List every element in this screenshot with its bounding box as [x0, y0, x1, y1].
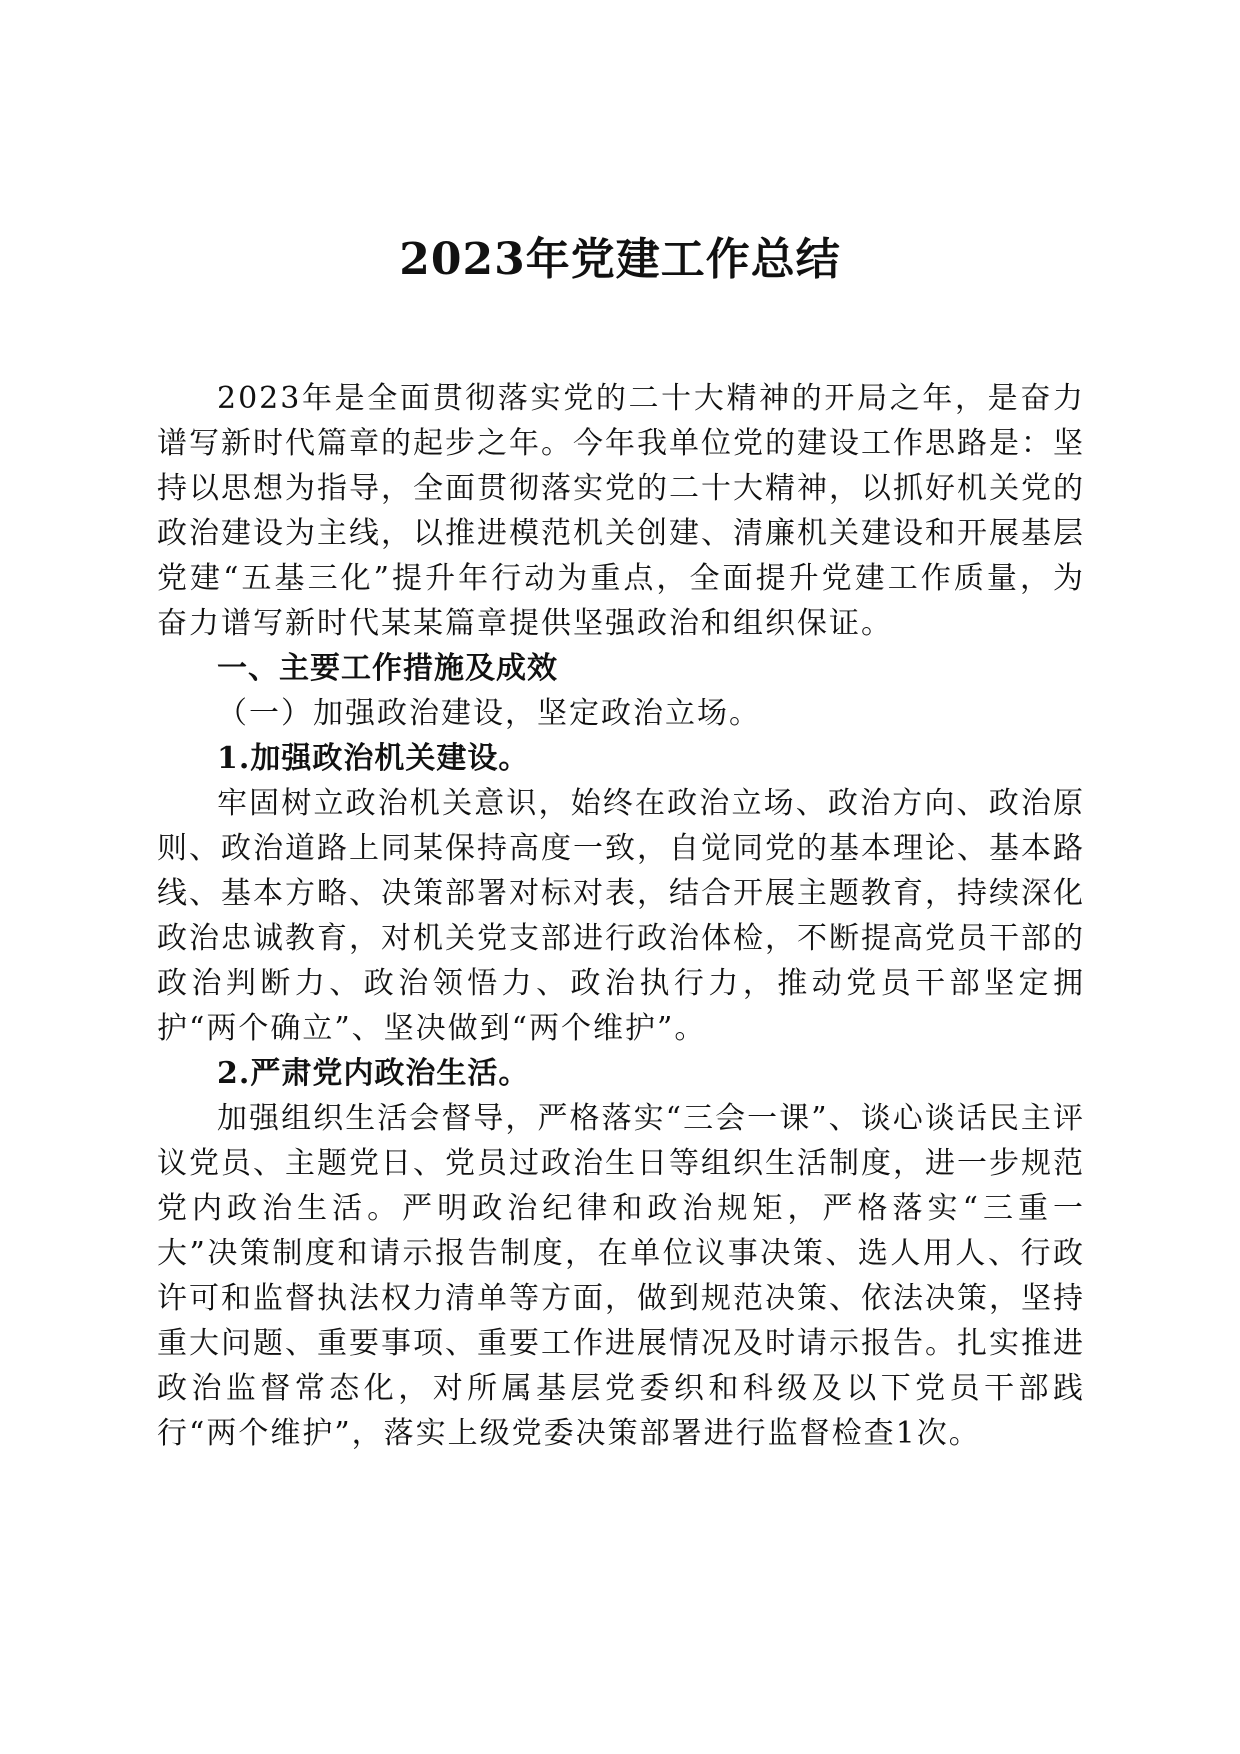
subsection-heading-political-building: （一）加强政治建设，坚定政治立场。 — [217, 696, 761, 731]
item-paragraph-political-organ: 牢固树立政治机关意识，始终在政治立场、政治方向、政治原则、政治道路上同某保持高度一致，自觉同党的基本理论、基本路线、基本方略、决策部署对标对表，结合开展主题教育，持续深化政治忠诚教育，对机关党支部进行政治体检，不断提高党员干部的政治判断力、政治领悟力、政治执行力，推动党员干部坚定拥护“两个确立”、坚决做到“两个维护”。 — [157, 786, 1085, 1046]
document-body — [157, 376, 1085, 1456]
item-paragraph-party-political-life: 加强组织生活会督导，严格落实“三会一课”、谈心谈话民主评议党员、主题党日、党员过政治生日等组织生活制度，进一步规范党内政治生活。严明政治纪律和政治规矩，严格落实“三重一大”决策制度和请示报告制度，在单位议事决策、选人用人、行政许可和监督执法权力清单等方面，做到规范决策、依法决策，坚持重大问题、重要事项、重要工作进展情况及时请示报告。扎实推进政治监督常态化，对所属基层党委织和科级及以下党员干部践行“两个维护”，落实上级党委决策部署进行监督检查1次。 — [157, 1101, 1085, 1451]
section-heading-main-measures: 一、主要工作措施及成效 — [217, 651, 558, 686]
document-title: 2023年党建工作总结 — [399, 234, 841, 285]
intro-paragraph: 2023年是全面贯彻落实党的二十大精神的开局之年，是奋力谱写新时代篇章的起步之年。今年我单位党的建设工作思路是：坚持以思想为指导，全面贯彻落实党的二十大精神，以抓好机关党的政治建设为主线，以推进模范机关创建、清廉机关建设和开展基层党建“五基三化”提升年行动为重点，全面提升党建工作质量，为奋力谱写新时代某某篇章提供坚强政治和组织保证。 — [157, 381, 1085, 641]
item-heading-political-organ: 1.加强政治机关建设。 — [217, 741, 530, 776]
item-heading-party-political-life: 2.严肃党内政治生活。 — [217, 1056, 530, 1091]
